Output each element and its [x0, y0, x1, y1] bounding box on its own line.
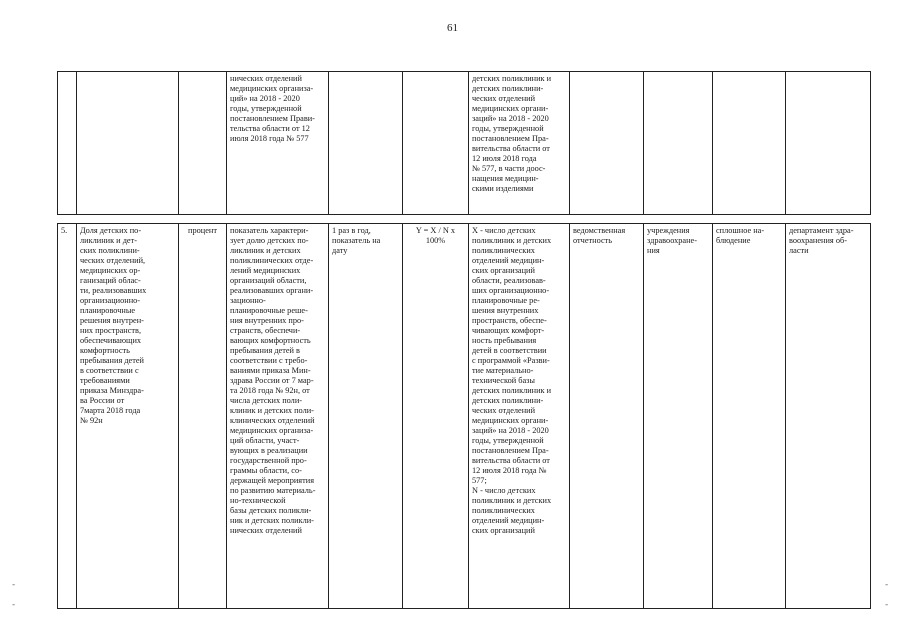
cell-base-indicators: детских поликлиник и детских поликлини- ческих отделений медицинских органи- заций» на 2018 - 2020 годы, утвержденной постановлением Пра- вительства области от 12 июля 2018 года № 577, в части доос- нащения медицин- скими изделиями — [468, 71, 570, 215]
cell-base-indicators: X - число детских поликлиник и детских поликлинических отделений медицин- ских организаций области, реализовав- ших организационно- планировочные ре- шения внутренних пространств, обеспе- чивающих комфорт- ность пребывания детей в соответствии с программой «Разви- тие материально- технической базы детских поликлиник и детских поликлини- ческих отделений медицинских органи- заций» на 2018 - 2020 годы, утвержденной постановлением Пра- вительства области от 12 июля 2018 года № 577; N - число детских поликлиник и детских поликлинических отделений медицин- ских организаций — [468, 223, 570, 609]
cell-unit — [178, 71, 227, 215]
table-row-continuation — [57, 71, 871, 215]
scan-edge-mark-right: - — [885, 580, 889, 590]
cell-indicator-name: Доля детских по- ликлиник и дет- ских поликлини- ческих отделений, медицинских ор- ганизаций облас- ти, реализовавших организационно- планировочные решения внутрен- них пространств, обеспечивающих комфортность пребывания детей в соответствии с требованиями приказа Минздра- ва России от 7марта 2018 года № 92н — [76, 223, 179, 609]
scan-edge-mark-left: - — [12, 580, 16, 590]
cell-definition: показатель характери- зует долю детских по- ликлиник и детских поликлинических отде- лений медицинских организаций области, реализовавших органи- зационно- планировочные реше- ния внутренних про- странств, обеспечи- вающих комфортность пребывания детей в соответствии с требо- ваниями приказа Мин- здрава России от 7 мар- та 2018 года № 92н, от числа детских поли- клиник и детских поли- клинических отделений медицинских организа- ций области, участ- вующих в реализации государственной про- граммы области, со- держащей мероприятия по развитию материаль- но-технической базы детских поликли- ник и детских поликли- нических отделений — [226, 223, 329, 609]
cell-department: департамент здра- воохранения об- ласти — [785, 223, 871, 609]
table-row-indicator-5 — [57, 223, 871, 609]
cell-formula — [402, 71, 469, 215]
cell-responsible: учреждения здравоохране- ния — [643, 223, 713, 609]
cell-formula: Y = X / N x 100% — [402, 223, 469, 609]
cell-observation-method: сплошное на- блюдение — [712, 223, 786, 609]
cell-number: 5. — [57, 223, 77, 609]
cell-data-source: ведомственная отчетность — [569, 223, 644, 609]
cell-department — [785, 71, 871, 215]
cell-data-source — [569, 71, 644, 215]
cell-observation-method — [712, 71, 786, 215]
cell-unit: процент — [178, 223, 227, 609]
cell-number — [57, 71, 77, 215]
scan-edge-mark-right-2: - — [885, 600, 889, 610]
cell-responsible — [643, 71, 713, 215]
page-number: 61 — [447, 22, 458, 34]
cell-indicator-name — [76, 71, 179, 215]
scan-edge-mark-left-2: - — [12, 600, 16, 610]
cell-periodicity — [328, 71, 403, 215]
cell-periodicity: 1 раз в год, показатель на дату — [328, 223, 403, 609]
cell-definition: нических отделений медицинских организа- ций» на 2018 - 2020 годы, утвержденной постановлением Прави- тельства области от 12 июля 2018 года № 577 — [226, 71, 329, 215]
